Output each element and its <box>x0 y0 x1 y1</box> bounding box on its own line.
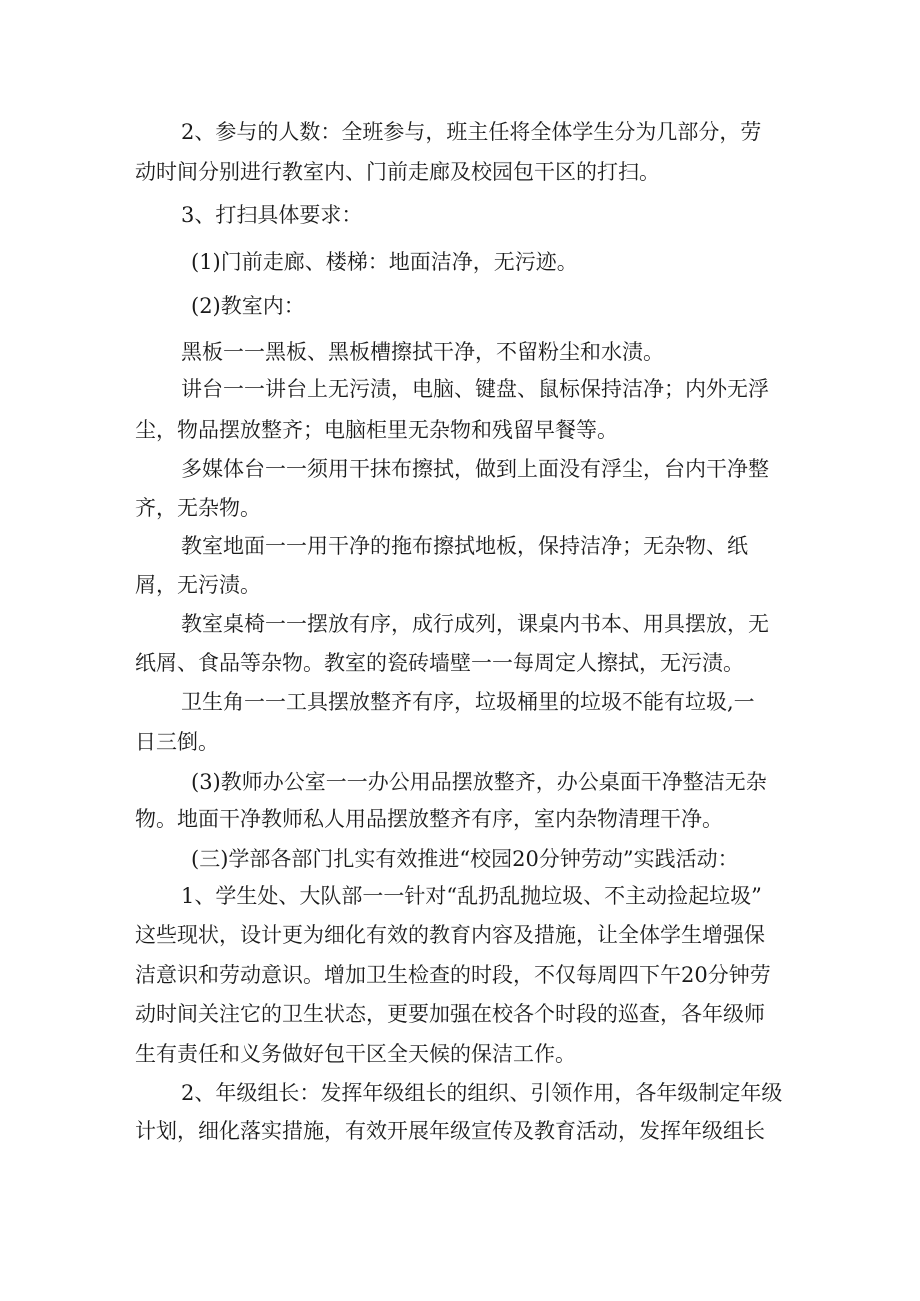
text-line: 3、打扫具体要求： <box>181 203 363 227</box>
text-line: 卫生角一一工具摆放整齐有序，垃圾桶里的垃圾不能有垃圾,一 <box>181 690 755 714</box>
text-line: 动时间分别进行教室内、门前走廊及校园包干区的打扫。 <box>135 160 660 184</box>
text-line: 这些现状，设计更为细化有效的教育内容及措施，让全体学生增强保 <box>135 923 765 947</box>
text-line: 2、参与的人数：全班参与，班主任将全体学生分为几部分，劳 <box>181 120 762 144</box>
text-line: 尘，物品摆放整齐；电脑柜里无杂物和残留早餐等。 <box>135 418 618 442</box>
text-line: 日三倒。 <box>135 730 219 754</box>
text-line: 齐，无杂物。 <box>135 496 261 520</box>
text-line: (三)学部各部门扎实有效推进“校园20分钟劳动”实践活动： <box>191 847 739 871</box>
text-line: 讲台一一讲台上无污渍，电脑、键盘、鼠标保持洁净；内外无浮 <box>181 377 769 401</box>
text-line: 动时间关注它的卫生状态，更要加强在校各个时段的巡查，各年级师 <box>135 1002 765 1026</box>
text-line: 生有责任和义务做好包干区全天候的保洁工作。 <box>135 1042 576 1066</box>
text-line: 1、学生处、大队部一一针对“乱扔乱抛垃圾、不主动捡起垃圾” <box>181 884 762 908</box>
text-line: 黑板一一黑板、黑板槽擦拭干净，不留粉尘和水渍。 <box>181 340 664 364</box>
text-line: 物。地面干净教师私人用品摆放整齐有序，室内杂物清理干净。 <box>135 807 723 831</box>
text-line: (1)门前走廊、楼梯：地面洁净，无污迹。 <box>191 250 578 274</box>
text-line: 教室地面一一用干净的拖布擦拭地板，保持洁净；无杂物、纸 <box>181 534 748 558</box>
text-line: 纸屑、食品等杂物。教室的瓷砖墙壁一一每周定人擦拭，无污渍。 <box>135 651 744 675</box>
text-line: 屑，无污渍。 <box>135 573 261 597</box>
text-line: (3)教师办公室一一办公用品摆放整齐，办公桌面干净整洁无杂 <box>191 770 767 794</box>
text-line: 计划，细化落实措施，有效开展年级宣传及教育活动，发挥年级组长 <box>135 1119 765 1143</box>
text-line: 洁意识和劳动意识。增加卫生检查的时段，不仅每周四下午20分钟劳 <box>135 963 771 987</box>
text-line: (2)教室内： <box>191 294 305 318</box>
text-line: 2、年级组长：发挥年级组长的组织、引领作用，各年级制定年级 <box>181 1081 783 1105</box>
text-line: 教室桌椅一一摆放有序，成行成列，课桌内书本、用具摆放，无 <box>181 612 769 636</box>
text-line: 多媒体台一一须用干抹布擦拭，做到上面没有浮尘，台内干净整 <box>181 457 769 481</box>
